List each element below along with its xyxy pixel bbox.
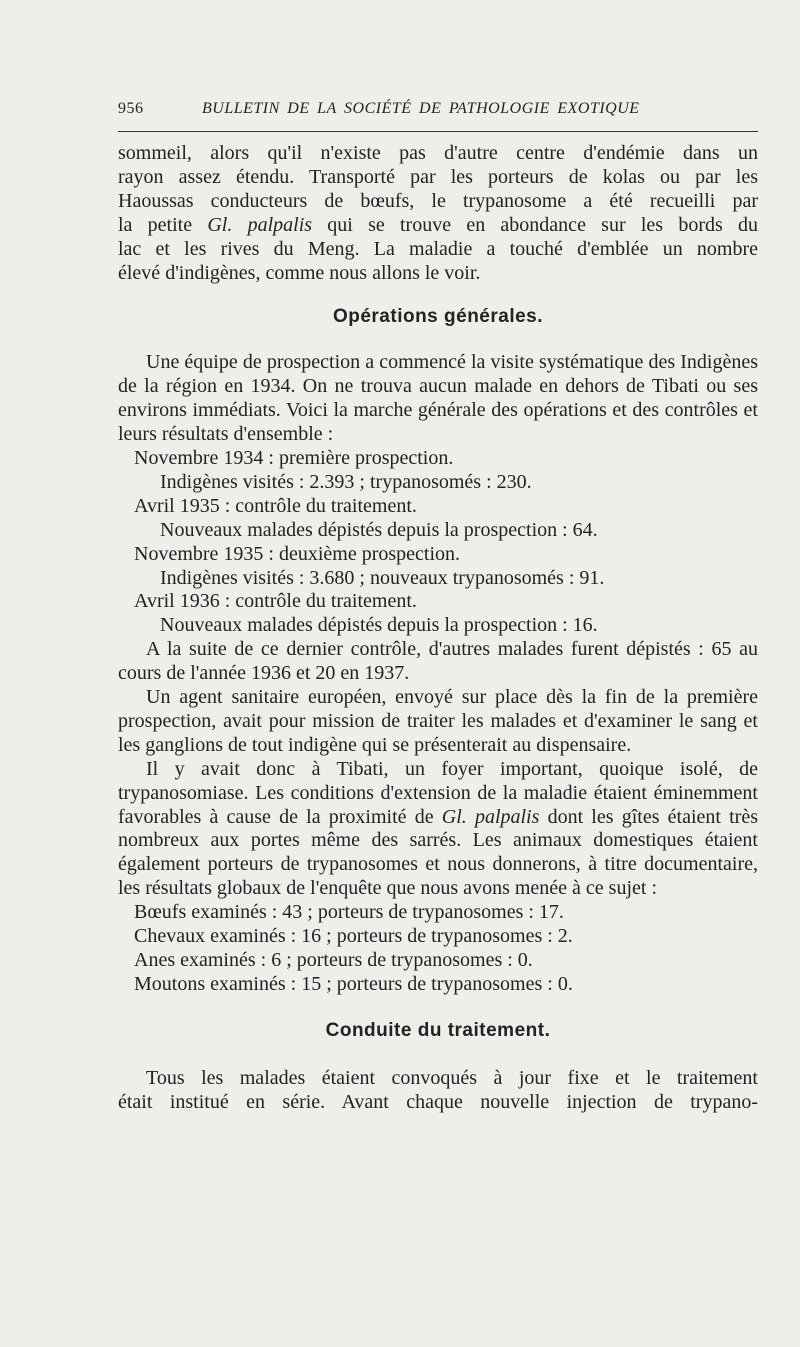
list-item-detail: Indigènes visités : 3.680 ; nouveaux trypanosomés : 91.: [160, 566, 605, 589]
paragraph-line: était institué en série. Avant chaque nouvelle injection de trypano-: [118, 1090, 758, 1113]
intro-line: sommeil, alors qu'il n'existe pas d'autre centre d'endémie dans un: [118, 142, 758, 164]
intro-line: [118, 214, 758, 238]
intro-line: rayon assez étendu. Transporté par les porteurs de kolas ou par les: [118, 165, 758, 188]
intro-line: lac et les rives du Meng. La maladie a touché d'emblée un nombre: [118, 237, 758, 260]
species-name: Gl. palpalis: [207, 213, 313, 236]
intro-line: Haoussas conducteurs de bœufs, le trypanosome a été recueilli par: [118, 189, 758, 212]
header-rule: [118, 131, 758, 132]
section-heading: Conduite du traitement.: [325, 1019, 551, 1041]
intro-text: la petite: [118, 213, 208, 236]
list-item-detail: Nouveaux malades dépistés depuis la prospection : 16.: [160, 614, 598, 637]
paragraph-line: Tous les malades étaient convoqués à jour fixe et le traitement: [146, 1066, 758, 1089]
list-item: Avril 1936 : contrôle du traitement.: [134, 590, 417, 613]
paragraph: [118, 758, 758, 901]
intro-line: élevé d'indigènes, comme nous allons le voir.: [118, 261, 481, 284]
running-header: [118, 100, 758, 126]
paragraph: A la suite de ce dernier contrôle, d'autres malades furent dépistés : 65 au cours de l'année 1936 et 20 en 1937.: [118, 638, 758, 685]
intro-text: qui se trouve en abondance sur les bords du: [312, 213, 759, 236]
list-item: Novembre 1934 : première prospection.: [134, 446, 454, 469]
animal-result: Bœufs examinés : 43 ; porteurs de trypanosomes : 17.: [134, 901, 564, 924]
section-heading: Opérations générales.: [332, 306, 544, 328]
animal-result: Anes examinés : 6 ; porteurs de trypanosomes : 0.: [134, 949, 533, 971]
journal-title: BULLETIN DE LA SOCIÉTÉ DE PATHOLOGIE EXOTIQUE: [202, 100, 640, 117]
paragraph: Un agent sanitaire européen, envoyé sur place dès la fin de la première prospection, avait pour mission de traiter les malades et d'examiner le sang et les ganglions de tout indigène qui se présenterait au dispensaire.: [118, 686, 758, 756]
animal-result: Moutons examinés : 15 ; porteurs de trypanosomes : 0.: [134, 972, 573, 995]
paragraph-text: Il y avait donc à Tibati, un foyer important, quoique isolé, de trypanosomiase. Les conditions d'extension de la maladie étaient éminemment favorables à cause de la proximité de: [118, 757, 758, 828]
paragraph-text: dont les gîtes étaient très nombreux aux portes même des sarrés. Les animaux domestiques étaient également porteurs de trypanosomes et nous donnerons, à titre documentaire, les résultats globaux de l'enquête que nous avons menée à ce sujet :: [118, 805, 759, 900]
animal-result: Chevaux examinés : 16 ; porteurs de trypanosomes : 2.: [134, 925, 573, 948]
paragraph: Une équipe de prospection a commencé la visite systématique des Indigènes de la région en 1934. On ne trouva aucun malade en dehors de Tibati ou ses environs immédiats. Voici la marche générale des opérations et des contrôles et leurs résultats d'ensemble :: [118, 351, 758, 446]
list-item-detail: Nouveaux malades dépistés depuis la prospection : 64.: [160, 518, 598, 541]
page-number: 956: [118, 100, 144, 117]
species-name: Gl. palpalis: [441, 805, 540, 828]
body-text: [118, 142, 758, 1115]
list-item: Novembre 1935 : deuxième prospection.: [134, 542, 461, 565]
list-item: Avril 1935 : contrôle du traitement.: [134, 494, 417, 517]
list-item-detail: Indigènes visités : 2.393 ; trypanosomés : 230.: [160, 470, 532, 493]
